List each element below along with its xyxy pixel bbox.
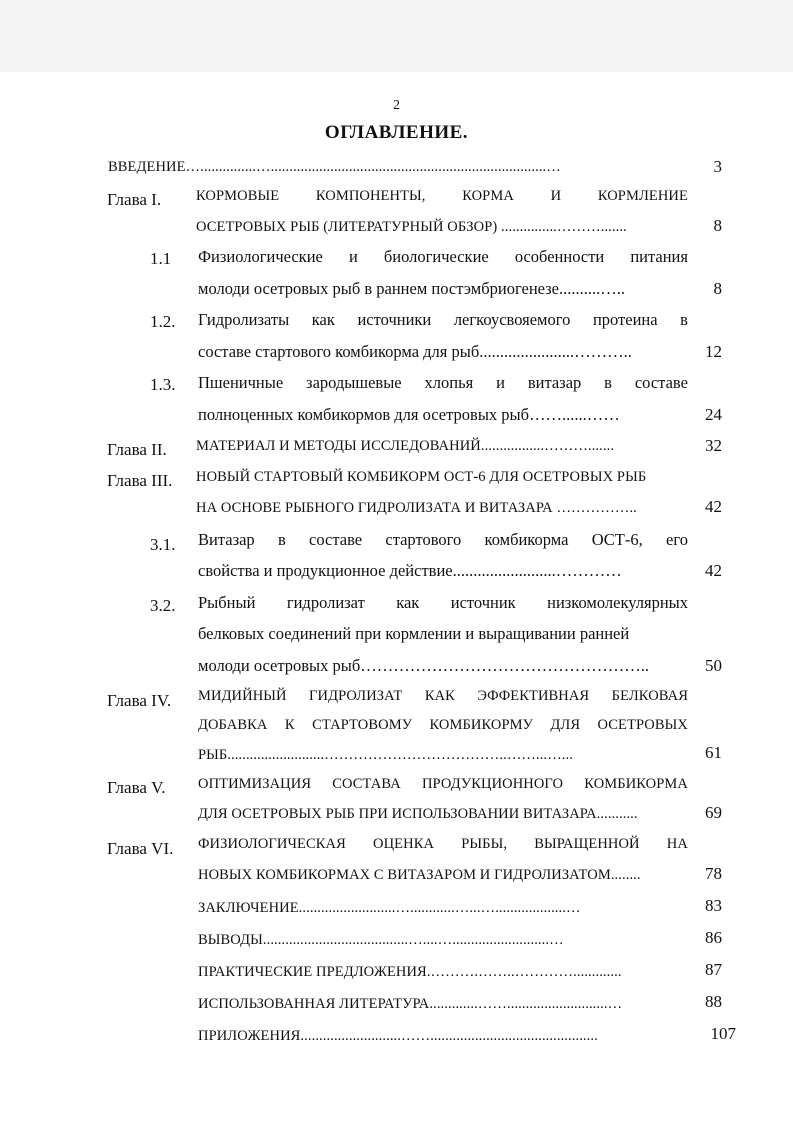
toc-ch3-line2: НА ОСНОВЕ РЫБНОГО ГИДРОЛИЗАТА И ВИТАЗАРА …………….. (196, 500, 637, 516)
toc-ch3-page: 42 (705, 497, 722, 516)
toc-intro-page: 3 (713, 157, 722, 176)
toc-ch5-line1: ОПТИМИЗАЦИЯ СОСТАВА ПРОДУКЦИОННОГО КОМБИКОРМА (198, 776, 688, 792)
toc-ch6-line1: ФИЗИОЛОГИЧЕСКАЯ ОЦЕНКА РЫБЫ, ВЫРАЩЕННОЙ НА (198, 836, 688, 852)
toc-ch5-label: Глава V. (107, 778, 166, 797)
toc-conclusion-page: 83 (705, 896, 722, 915)
toc-s1-3-page: 24 (705, 405, 722, 424)
toc-ch4-line3: РЫБ..........................………………………………..……...…... (198, 747, 573, 763)
toc-ch3-label: Глава III. (107, 471, 173, 490)
toc-s1-1-label: 1.1 (150, 249, 172, 268)
toc-references-page: 88 (705, 992, 722, 1011)
toc-s3-1-label: 3.1. (150, 535, 176, 554)
toc-s1-3-line2: полноценных комбикормов для осетровых рыб……......…… (198, 405, 620, 424)
toc-ch4-line1: МИДИЙНЫЙ ГИДРОЛИЗАТ КАК ЭФФЕКТИВНАЯ БЕЛКОВАЯ (198, 688, 688, 704)
toc-conclusion-text: ЗАКЛЮЧЕНИЕ..........................…............…...…...................… (198, 900, 581, 916)
toc-s1-2-label: 1.2. (150, 312, 176, 331)
toc-s3-2-label: 3.2. (150, 596, 176, 615)
toc-s1-3-label: 1.3. (150, 375, 176, 394)
toc-references-text: ИСПОЛЬЗОВАННАЯ ЛИТЕРАТУРА.............……...........................… (198, 996, 623, 1012)
toc-ch1-line1: КОРМОВЫЕ КОМПОНЕНТЫ, КОРМА И КОРМЛЕНИЕ (196, 188, 688, 204)
toc-s1-2-line2: составе стартового комбикорма для рыб.......................……….. (198, 342, 632, 361)
toc-s3-2-line2: белковых соединений при кормлении и выращивании ранней (198, 624, 630, 643)
page-number: 2 (393, 98, 400, 113)
toc-ch6-page: 78 (705, 864, 722, 883)
toc-s1-2-page: 12 (705, 342, 722, 361)
toc-intro-text: ВВЕДЕНИЕ…...............…..........................................................................… (108, 159, 561, 175)
toc-ch4-label: Глава IV. (107, 691, 172, 710)
toc-s1-1-page: 8 (713, 279, 722, 298)
toc-ch4-page: 61 (705, 743, 722, 762)
toc-ch2-text: МАТЕРИАЛ И МЕТОДЫ ИССЛЕДОВАНИЙ.................………....... (196, 438, 615, 454)
toc-ch4-line2: ДОБАВКА К СТАРТОВОМУ КОМБИКОРМУ ДЛЯ ОСЕТРОВЫХ (198, 717, 688, 733)
page-title: ОГЛАВЛЕНИЕ. (324, 122, 469, 143)
toc-findings-page: 86 (705, 928, 722, 947)
toc-ch5-page: 69 (705, 803, 722, 822)
toc-s1-3-line1: Пшеничные зародышевые хлопья и витазар в составе (198, 373, 688, 392)
toc-ch6-label: Глава VI. (107, 839, 174, 858)
toc-s3-2-line3: молоди осетровых рыб…………………………………………….. (198, 656, 649, 675)
scan-top-band (0, 0, 793, 72)
toc-ch1-label: Глава I. (107, 190, 162, 209)
toc-s1-1-line2: молоди осетровых рыб в раннем постэмбриогенезе..........….. (198, 279, 626, 298)
toc-s3-2-page: 50 (705, 656, 722, 675)
toc-ch1-page: 8 (713, 216, 722, 235)
toc-s3-1-line2: свойства и продукционное действие.........................………… (198, 561, 622, 580)
toc-appendix-page: 107 (710, 1024, 736, 1043)
toc-s1-1-line1: Физиологические и биологические особенности питания (198, 247, 688, 266)
toc-ch3-line1: НОВЫЙ СТАРТОВЫЙ КОМБИКОРМ ОСТ-6 ДЛЯ ОСЕТРОВЫХ РЫБ (196, 469, 647, 485)
toc-appendix-text: ПРИЛОЖЕНИЯ...........................……............................................. (198, 1028, 598, 1044)
toc-ch5-line2: ДЛЯ ОСЕТРОВЫХ РЫБ ПРИ ИСПОЛЬЗОВАНИИ ВИТАЗАРА........... (198, 806, 638, 822)
toc-ch2-label: Глава II. (107, 440, 167, 459)
toc-s3-1-line1: Витазар в составе стартового комбикорма ОСТ-6, его (198, 530, 688, 549)
toc-ch1-line2: ОСЕТРОВЫХ РЫБ (ЛИТЕРАТУРНЫЙ ОБЗОР) ...............………....... (196, 219, 627, 235)
toc-s3-2-line1: Рыбный гидролизат как источник низкомолекулярных (198, 593, 688, 612)
toc-practical-page: 87 (705, 960, 722, 979)
toc-findings-text: ВЫВОДЫ.......................................…....…..........................… (198, 932, 564, 948)
toc-s1-2-line1: Гидролизаты как источники легкоусвояемого протеина в (198, 310, 688, 329)
toc-practical-text: ПРАКТИЧЕСКИЕ ПРЕДЛОЖЕНИЯ.……….……..…………............. (198, 964, 622, 980)
toc-ch2-page: 32 (705, 436, 722, 455)
toc-ch6-line2: НОВЫХ КОМБИКОРМАХ С ВИТАЗАРОМ И ГИДРОЛИЗАТОМ........ (198, 867, 641, 883)
toc-s3-1-page: 42 (705, 561, 722, 580)
